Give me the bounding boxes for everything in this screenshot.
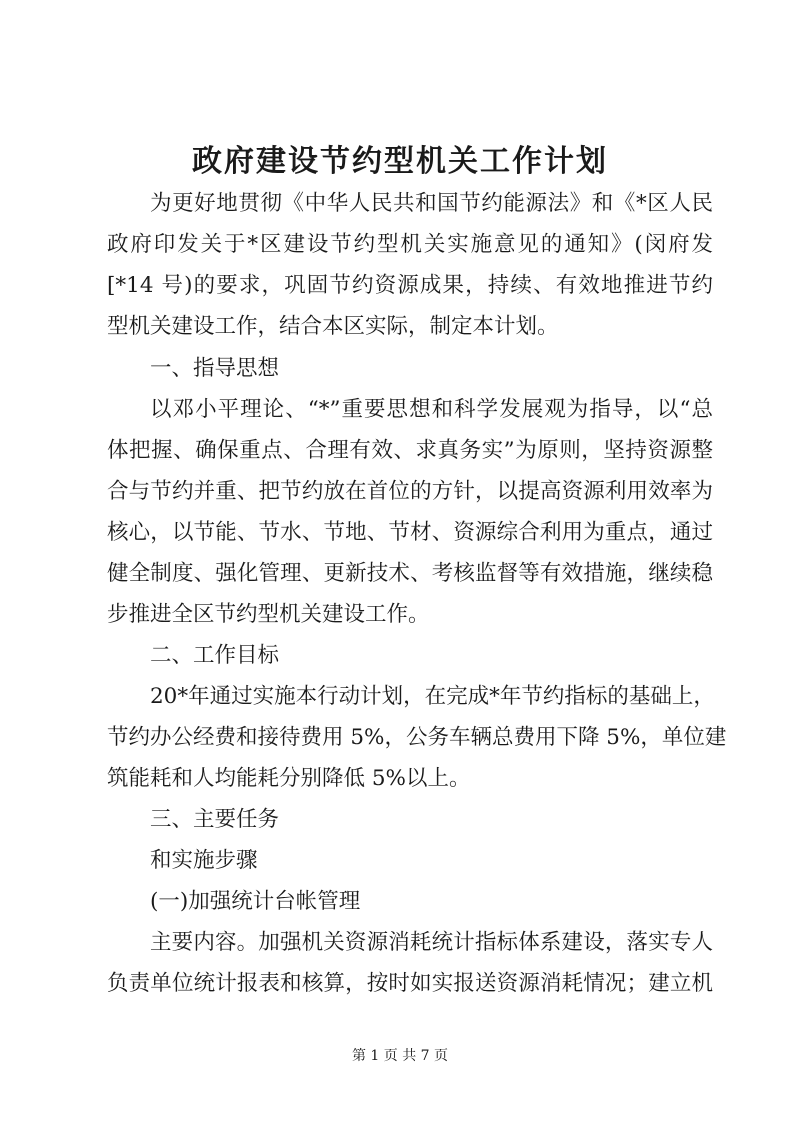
paragraph-line: 型机关建设工作，结合本区实际，制定本计划。 <box>107 314 559 339</box>
paragraph-line: 健全制度、强化管理、更新技术、考核监督等有效措施，继续稳 <box>107 561 713 586</box>
paragraph-line: 以邓小平理论、“*”重要思想和科学发展观为指导，以“总 <box>150 397 713 422</box>
paragraph-line: 主要内容。加强机关资源消耗统计指标体系建设，落实专人 <box>150 930 713 955</box>
section-heading: 二、工作目标 <box>150 643 280 668</box>
section-heading: 三、主要任务 <box>150 807 280 832</box>
paragraph-line: 20*年通过实施本行动计划，在完成*年节约指标的基础上， <box>150 684 715 709</box>
paragraph-line: 体把握、确保重点、合理有效、求真务实”为原则，坚持资源整 <box>107 438 713 463</box>
paragraph-line: 筑能耗和人均能耗分别降低 5%以上。 <box>107 766 471 791</box>
paragraph-line: 负责单位统计报表和核算，按时如实报送资源消耗情况；建立机 <box>107 971 713 996</box>
section-heading: 一、指导思想 <box>150 356 280 381</box>
document-title: 政府建设节约型机关工作计划 <box>192 144 608 179</box>
paragraph-line: 核心，以节能、节水、节地、节材、资源综合利用为重点，通过 <box>107 520 713 545</box>
paragraph-line: 节约办公经费和接待费用 5%，公务车辆总费用下降 5%，单位建 <box>107 725 727 750</box>
paragraph-line: 政府印发关于*区建设节约型机关实施意见的通知》(闵府发 <box>107 232 713 257</box>
subsection-heading: (一)加强统计台帐管理 <box>150 889 361 914</box>
paragraph-line: 合与节约并重、把节约放在首位的方针，以提高资源利用效率为 <box>107 479 713 504</box>
page-number: 第 1 页 共 7 页 <box>351 1048 449 1064</box>
section-subheading: 和实施步骤 <box>150 848 258 873</box>
paragraph-line: [*14 号)的要求，巩固节约资源成果，持续、有效地推进节约 <box>107 273 713 298</box>
paragraph-line: 为更好地贯彻《中华人民共和国节约能源法》和《*区人民 <box>150 191 713 216</box>
paragraph-line: 步推进全区节约型机关建设工作。 <box>107 602 430 627</box>
